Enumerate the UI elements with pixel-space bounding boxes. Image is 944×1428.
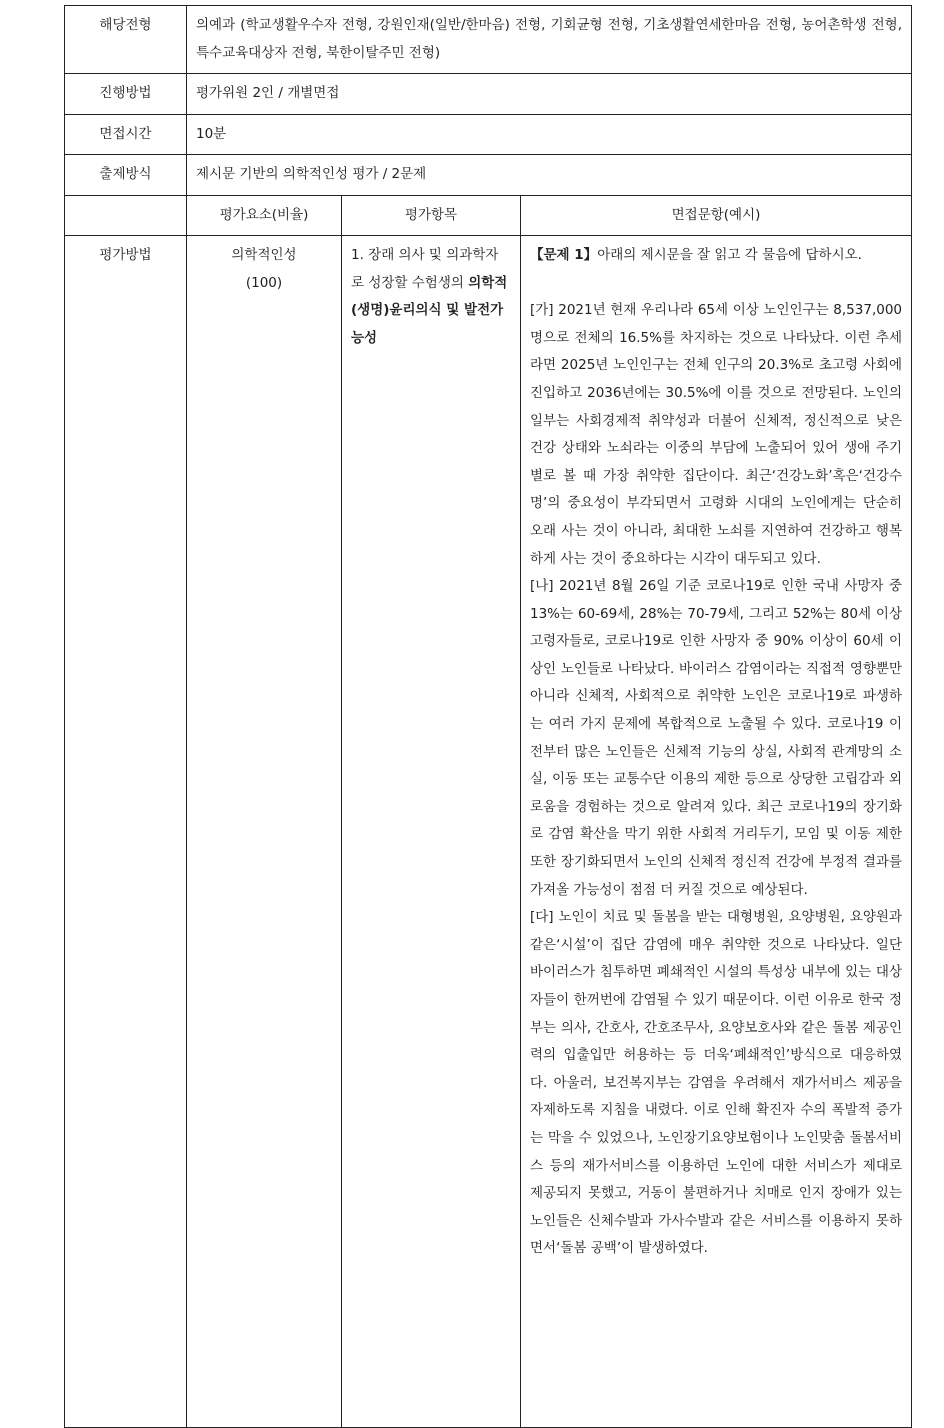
question-number: 【문제 1】	[530, 246, 598, 263]
question-instruction: 아래의 제시문을 잘 읽고 각 물음에 답하시오.	[597, 246, 862, 263]
header-cell	[521, 195, 912, 235]
label-cell	[65, 114, 187, 155]
question-cell	[521, 235, 912, 1427]
label-cell	[65, 74, 187, 115]
row-eval-method	[65, 235, 912, 1427]
label-time: 면접시간	[99, 125, 152, 142]
header-cell	[342, 195, 521, 235]
header-empty-cell	[65, 195, 187, 235]
label-admission-type: 해당전형	[99, 17, 152, 33]
value-method: 평가위원 2인 / 개별면접	[196, 85, 340, 102]
eval-item-bold: 의학적(생명)윤리의식 및 발전가능성	[351, 274, 508, 346]
value-format: 제시문 기반의 의학적인성 평가 / 2문제	[196, 166, 427, 183]
label-cell	[65, 155, 187, 196]
value-cell	[187, 74, 912, 115]
row-format	[65, 155, 912, 196]
row-admission-type	[65, 6, 912, 74]
admission-interview-table	[64, 5, 912, 1428]
value-cell	[187, 155, 912, 196]
label-eval-method: 평가방법	[99, 246, 152, 263]
eval-element-cell	[187, 235, 342, 1427]
label-cell	[65, 235, 187, 1427]
eval-item	[342, 236, 520, 358]
question-body	[521, 236, 911, 1269]
row-time	[65, 114, 912, 155]
value-cell	[187, 114, 912, 155]
row-method	[65, 74, 912, 115]
value-admission-type: 의예과 (학교생활우수자 전형, 강원인재(일반/한마음) 전형, 기회균형 전형, 기초생활연세한마음 전형, 농어촌학생 전형, 특수교육대상자 전형, 북한이탈주민 전형)	[196, 17, 903, 61]
header-eval-element: 평가요소(비율)	[219, 206, 309, 223]
eval-item-cell	[342, 235, 521, 1427]
eval-element	[187, 236, 341, 303]
question-title	[530, 242, 902, 270]
header-eval-item: 평가항목	[404, 206, 458, 223]
label-format: 출제방식	[99, 166, 152, 183]
eval-element-name: 의학적인성	[231, 246, 297, 263]
eval-item-text: 1. 장래 의사 및 의과학자로 성장할 수험생의	[351, 246, 499, 291]
header-row	[65, 195, 912, 235]
spacer	[530, 270, 902, 298]
eval-element-ratio: (100)	[245, 274, 283, 291]
value-cell	[187, 6, 912, 74]
label-method: 진행방법	[99, 85, 152, 102]
header-cell	[187, 195, 342, 235]
label-cell	[65, 6, 187, 74]
passage-na: [나] 2021년 8월 26일 기준 코로나19로 인한 국내 사망자 중 13%는 60-69세, 28%는 70-79세, 그리고 52%는 80세 이상 고령자들로, 코로나19로 인한 사망자 중 90% 이상이 60세 이상인 노인들로 나타났다. 바이러스 감염이라는 직접적 영향뿐만 아니라 신체적, 사회적으로 취약한 노인은 코로나19로 파생하는 여러 가지 문제에 복합적으로 노출될 수 있다. 코로나19 이전부터 많은 노인들은 신체적 기능의 상실, 사회적 관계망의 소실, 이동 또는 교통수단 이용의 제한 등으로 상당한 고립감과 외로움을 경험하는 것으로 알려져 있다. 최근 코로나19의 장기화로 감염 확산을 막기 위한 사회적 거리두기, 모임 및 이동 제한 또한 장기화되면서 노인의 신체적 정신적 건강에 부정적 결과를 가져올 가능성이 점점 더 커질 것으로 예상된다.	[530, 578, 903, 898]
value-time: 10분	[196, 125, 227, 142]
header-interview-question: 면접문항(예시)	[671, 206, 761, 223]
passage-ga: [가] 2021년 현재 우리나라 65세 이상 노인인구는 8,537,000명으로 전체의 16.5%를 차지하는 것으로 나타났다. 이런 추세라면 2025년 노인인구는 전체 인구의 20.3%로 초고령 사회에 진입하고 2036년에는 30.5%에 이를 것으로 전망된다. 노인의 일부는 사회경제적 취약성과 더불어 신체적, 정신적으로 낮은 건강 상태와 노쇠라는 이중의 부담에 노출되어 있어 생애 주기별로 볼 때 가장 취약한 집단이다. 최근‘건강노화’혹은‘건강수명’의 중요성이 부각되면서 고령화 시대의 노인에게는 단순히 오래 사는 것이 아니라, 최대한 노쇠를 지연하여 건강하고 행복하게 사는 것이 중요하다는 시각이 대두되고 있다.	[530, 302, 903, 567]
passage-da: [다] 노인이 치료 및 돌봄을 받는 대형병원, 요양병원, 요양원과 같은‘시설’이 집단 감염에 매우 취약한 것으로 나타났다. 일단 바이러스가 침투하면 폐쇄적인 시설의 특성상 내부에 있는 대상자들이 한꺼번에 감염될 수 있기 때문이다. 이런 이유로 한국 정부는 의사, 간호사, 간호조무사, 요양보호사와 같은 돌봄 제공인력의 입출입만 허용하는 등 더욱‘폐쇄적인’방식으로 대응하였다. 아울러, 보건복지부는 감염을 우려해서 재가서비스 제공을 자제하도록 지침을 내렸다. 이로 인해 확진자 수의 폭발적 증가는 막을 수 있었으나, 노인장기요양보험이나 노인맞춤 돌봄서비스 등의 재가서비스를 이용하던 노인에 대한 서비스가 제대로 제공되지 못했고, 거동이 불편하거나 치매로 인지 장애가 있는 노인들은 신체수발과 가사수발과 같은 서비스를 이용하지 못하면서‘돌봄 공백’이 발생하였다.	[530, 909, 903, 1257]
